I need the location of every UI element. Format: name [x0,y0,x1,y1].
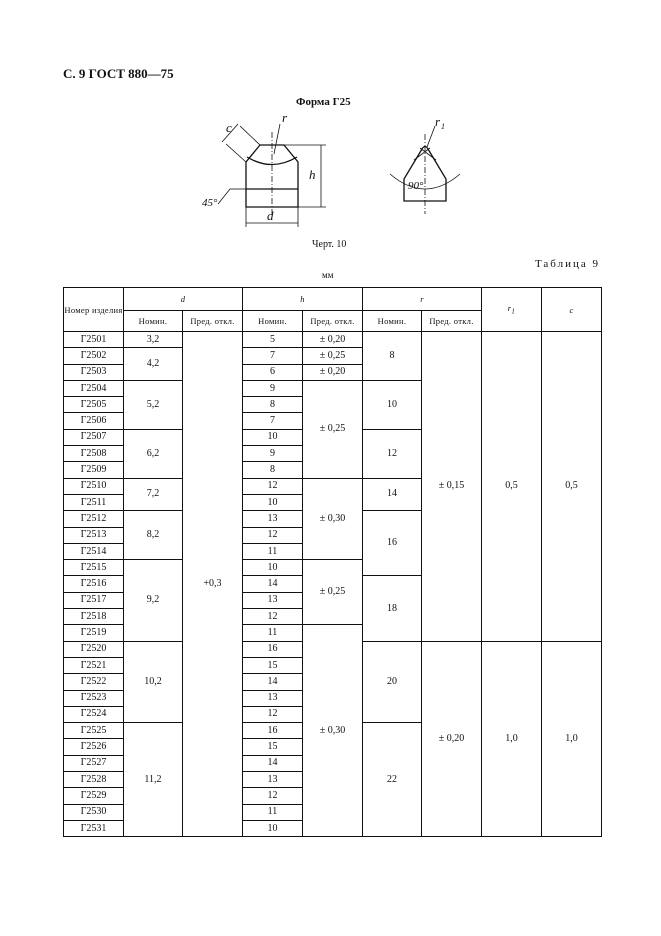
item-number-cell: Г2513 [64,527,124,543]
h-tol-cell: ± 0,30 [303,625,363,837]
d-nom-cell: 3,2 [124,332,183,348]
header-r-nom: Номин. [363,311,422,332]
label-r: r [282,110,288,125]
item-number-cell: Г2517 [64,592,124,608]
h-nom-cell: 13 [243,772,303,788]
h-nom-cell: 14 [243,576,303,592]
item-number-cell: Г2528 [64,772,124,788]
item-number-cell: Г2523 [64,690,124,706]
item-number-cell: Г2519 [64,625,124,641]
d-nom-cell: 6,2 [124,429,183,478]
header-r1 [482,288,542,332]
item-number-cell: Г2526 [64,739,124,755]
h-nom-cell: 12 [243,609,303,625]
d-nom-cell: 7,2 [124,478,183,511]
d-tol-cell: +0,3 [183,332,243,837]
label-90: 90° [408,180,424,192]
header-r1-main: r [507,302,512,313]
r-nom-cell: 14 [363,478,422,511]
h-nom-cell: 12 [243,478,303,494]
c-cell: 0,5 [542,332,602,642]
h-nom-cell: 5 [243,332,303,348]
c-cell: 1,0 [542,641,602,837]
unit-label: мм [322,270,334,280]
h-nom-cell: 13 [243,511,303,527]
h-nom-cell: 8 [243,462,303,478]
h-nom-cell: 14 [243,755,303,771]
item-number-cell: Г2512 [64,511,124,527]
h-tol-cell: ± 0,25 [303,380,363,478]
header-d: d [124,288,243,311]
item-number-cell: Г2505 [64,397,124,413]
r-nom-cell: 10 [363,380,422,429]
page-header: С. 9 ГОСТ 880—75 [63,66,174,81]
item-number-cell: Г2515 [64,560,124,576]
header-h-tol: Пред. откл. [303,311,363,332]
h-nom-cell: 7 [243,348,303,364]
h-nom-cell: 9 [243,446,303,462]
table-row [64,332,602,348]
item-number-cell: Г2507 [64,429,124,445]
item-number-cell: Г2514 [64,543,124,559]
header-d-tol: Пред. откл. [183,311,243,332]
h-nom-cell: 10 [243,560,303,576]
item-number-cell: Г2503 [64,364,124,380]
item-number-cell: Г2516 [64,576,124,592]
header-r1-sub: 1 [511,307,516,316]
label-h: h [309,167,316,182]
r-nom-cell: 16 [363,511,422,576]
r1-cell: 1,0 [482,641,542,837]
item-number-cell: Г2502 [64,348,124,364]
item-number-cell: Г2525 [64,723,124,739]
form-title: Форма Г25 [296,96,351,108]
r-nom-cell: 8 [363,332,422,381]
h-nom-cell: 10 [243,820,303,836]
h-tol-cell: ± 0,20 [303,332,363,348]
item-number-cell: Г2518 [64,609,124,625]
h-nom-cell: 7 [243,413,303,429]
d-nom-cell: 11,2 [124,723,183,837]
h-tol-cell: ± 0,20 [303,364,363,380]
h-nom-cell: 12 [243,527,303,543]
h-nom-cell: 15 [243,657,303,673]
d-nom-cell: 9,2 [124,560,183,641]
h-nom-cell: 10 [243,494,303,510]
r-tol-cell: ± 0,15 [422,332,482,642]
label-d: d [267,208,274,223]
header-r: r [363,288,482,311]
header-r-tol: Пред. откл. [422,311,482,332]
h-tol-cell: ± 0,30 [303,478,363,559]
item-number-cell: Г2524 [64,706,124,722]
item-number-cell: Г2501 [64,332,124,348]
technical-drawing [190,104,490,239]
h-nom-cell: 12 [243,788,303,804]
item-number-cell: Г2529 [64,788,124,804]
label-r1: r [435,114,441,129]
d-nom-cell: 10,2 [124,641,183,722]
h-nom-cell: 15 [243,739,303,755]
r-nom-cell: 20 [363,641,422,722]
h-nom-cell: 14 [243,674,303,690]
d-nom-cell: 4,2 [124,348,183,381]
item-number-cell: Г2527 [64,755,124,771]
table-body [64,332,602,837]
item-number-cell: Г2509 [64,462,124,478]
h-nom-cell: 13 [243,592,303,608]
header-d-nom: Номин. [124,311,183,332]
h-tol-cell: ± 0,25 [303,348,363,364]
item-number-cell: Г2520 [64,641,124,657]
h-nom-cell: 8 [243,397,303,413]
h-nom-cell: 11 [243,543,303,559]
item-number-cell: Г2511 [64,494,124,510]
item-number-cell: Г2530 [64,804,124,820]
h-nom-cell: 16 [243,641,303,657]
item-number-cell: Г2506 [64,413,124,429]
header-h-nom: Номин. [243,311,303,332]
header-c: c [542,288,602,332]
h-nom-cell: 11 [243,625,303,641]
h-nom-cell: 11 [243,804,303,820]
drawing-caption: Черт. 10 [312,239,347,250]
h-nom-cell: 6 [243,364,303,380]
h-nom-cell: 16 [243,723,303,739]
header-h: h [243,288,363,311]
item-number-cell: Г2522 [64,674,124,690]
label-45: 45° [202,197,218,209]
dimensions-table [63,287,602,837]
h-nom-cell: 12 [243,706,303,722]
d-nom-cell: 8,2 [124,511,183,560]
header-item: Номер изделия [64,288,124,332]
h-nom-cell: 13 [243,690,303,706]
item-number-cell: Г2510 [64,478,124,494]
item-number-cell: Г2531 [64,820,124,836]
r-tol-cell: ± 0,20 [422,641,482,837]
label-c: c [226,120,232,135]
item-number-cell: Г2504 [64,380,124,396]
h-nom-cell: 9 [243,380,303,396]
item-number-cell: Г2521 [64,657,124,673]
h-tol-cell: ± 0,25 [303,560,363,625]
r-nom-cell: 18 [363,576,422,641]
table-title: Таблица 9 [534,258,600,270]
r1-cell: 0,5 [482,332,542,642]
label-r1-sub: 1 [441,122,445,131]
h-nom-cell: 10 [243,429,303,445]
d-nom-cell: 5,2 [124,380,183,429]
r-nom-cell: 12 [363,429,422,478]
r-nom-cell: 22 [363,723,422,837]
item-number-cell: Г2508 [64,446,124,462]
